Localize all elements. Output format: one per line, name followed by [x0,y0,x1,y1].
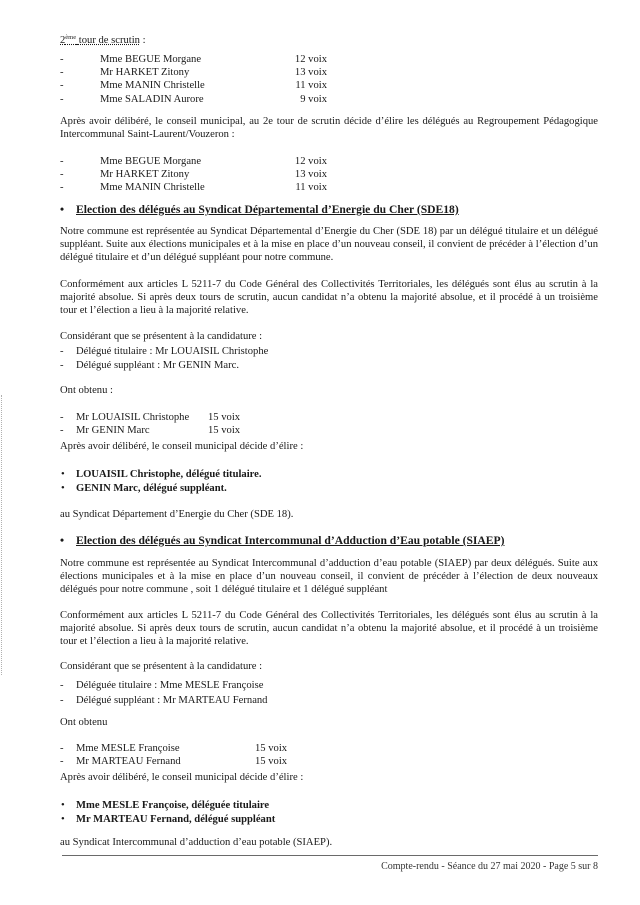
sde18-legal: Conformément aux articles L 5211-7 du Code Général des Collectivités Territoriales, les délégués sont élus au scrutin à la majorité absolue. Si après deux tours de scrutin, aucun candidat n’a obtenu la majorité absolue, et il procédé à un troisième tour et l’élection a lieu à la majorité relative. [60,279,598,316]
siaep-results-intro: Ont obtenu [60,717,108,728]
page-footer: Compte-rendu - Séance du 27 mai 2020 - Page 5 sur 8 [381,861,598,872]
round-2-decision: Après avoir délibéré, le conseil municipal, au 2e tour de scrutin décide d’élire les délégués au Regroupement Pédagogique Intercommunal Saint-Laurent/Vouzeron : [60,116,598,140]
sde18-candidates-intro: Considérant que se présentent à la candidature : [60,331,263,342]
footer-divider [62,855,598,856]
siaep-decision: Après avoir délibéré, le conseil municipal décide d’élire : [60,772,304,783]
siaep-legal: Conformément aux articles L 5211-7 du Code Général des Collectivités Territoriales, les délégués sont élus au scrutin à la majorité absolue. Si après deux tours de scrutin, aucun candidat n’a obtenu la majorité absolue, et il procédé à un troisième tour et l’élection a lieu à la majorité relative. [60,610,598,647]
section-heading-siaep: • Election des délégués au Syndicat Intercommunal d’Adduction d’Eau potable (SIAEP) [60,534,505,547]
sde18-intro: Notre commune est représentée au Syndicat Départemental d’Energie du Cher (SDE 18) par un délégué titulaire et un délégué suppléant. Suite aux élections municipales et à la mise en place d’un nouveau conseil, il convient de précéder à l’élection d’un délégué titulaire et d’un délégué suppléant pour notre commune. [60,226,598,263]
siaep-closing: au Syndicat Intercommunal d’adduction d’eau potable (SIAEP). [60,837,333,848]
margin-dotted-line [1,395,2,675]
siaep-candidates-intro: Considérant que se présentent à la candidature : [60,661,263,672]
sde18-decision: Après avoir délibéré, le conseil municipal décide d’élire : [60,441,304,452]
siaep-intro: Notre commune est représentée au Syndicat Intercommunal d’adduction d’eau potable (SIAEP) par deux délégués. Suite aux élections municipales et à la mise en place d’un nouveau conseil, il convient de précéder à l’élection de deux nouveaux délégués pour notre commune , soit 1 délégué titulaire et 1 délégué suppléant [60,558,598,595]
sde18-results-intro: Ont obtenu : [60,385,113,396]
sde18-closing: au Syndicat Département d’Energie du Cher (SDE 18). [60,509,294,520]
section-heading-sde18: • Election des délégués au Syndicat Départemental d’Energie du Cher (SDE18) [60,203,459,216]
round-2-title: 2ème tour de scrutin : [60,34,146,46]
